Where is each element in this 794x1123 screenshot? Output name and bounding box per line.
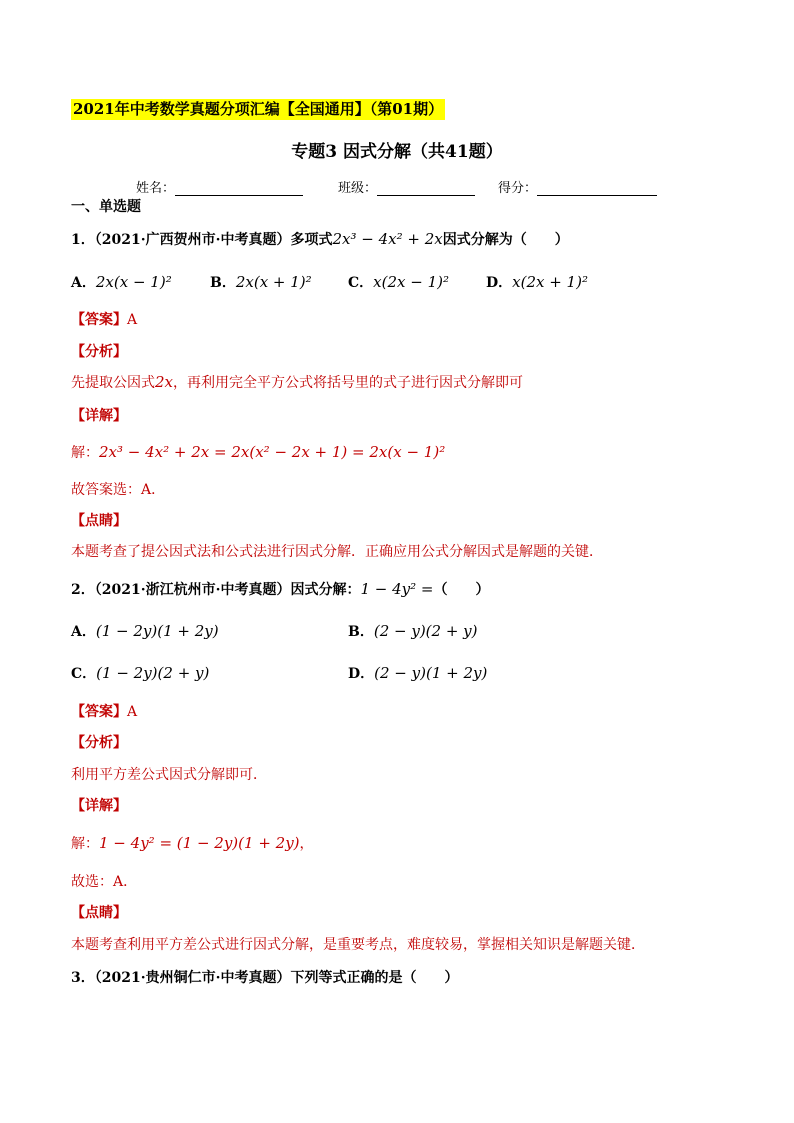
q1-option-a[interactable] [71, 272, 172, 292]
q2-stem-suffix: （ ） [433, 582, 490, 598]
q2-comment-label: 【点睛】 [71, 905, 127, 921]
q2-stem-prefix: 2．（2021·浙江杭州市·中考真题）因式分解： [71, 582, 361, 598]
score-label: 得分： [498, 181, 538, 196]
class-blank[interactable] [377, 182, 475, 196]
q2-option-d-math: (2 − y)(1 + 2y) [374, 664, 488, 682]
q2-option-b-math: (2 − y)(2 + y) [373, 622, 478, 640]
q2-option-d-label: D． [348, 666, 375, 682]
class-label: 班级： [338, 181, 378, 196]
q2-comment: 本题考查利用平方差公式进行因式分解，是重要考点，难度较易，掌握相关知识是解题关键． [71, 937, 645, 953]
q1-detail-label: 【详解】 [71, 408, 127, 424]
q2-option-c-math: (1 − 2y)(2 + y) [96, 664, 210, 682]
q1-option-a-label: A． [71, 275, 96, 291]
q1-stem-math: 2x³ − 4x² + 2x [332, 230, 443, 248]
q2-stem-math: 1 − 4y² = [360, 580, 434, 598]
q1-analysis-math: 2x [155, 373, 174, 391]
q1-option-c[interactable] [348, 272, 449, 292]
q2-analysis: 利用平方差公式因式分解即可． [71, 767, 267, 783]
q1-option-b[interactable] [210, 272, 312, 292]
q1-stem-suffix: 因式分解为（ ） [442, 232, 569, 248]
score-field [498, 177, 657, 196]
q1-analysis-post: ，再利用完全平方公式将括号里的式子进行因式分解即可 [173, 375, 524, 391]
q2-detail [71, 833, 314, 853]
q1-option-c-math: x(2x − 1)² [373, 273, 449, 291]
q1-comment-label: 【点睛】 [71, 513, 127, 529]
q1-option-d[interactable] [486, 272, 588, 292]
name-label: 姓名： [136, 181, 176, 196]
q2-option-c[interactable] [71, 663, 209, 683]
q2-detail-tail: ， [299, 836, 314, 852]
q1-option-d-math: x(2x + 1)² [512, 273, 588, 291]
q2-option-a-math: (1 − 2y)(1 + 2y) [95, 622, 219, 640]
q1-solve-label: 解： [71, 445, 99, 461]
q2-detail-label: 【详解】 [71, 798, 127, 814]
q1-option-b-label: B． [210, 275, 236, 291]
class-field [338, 177, 475, 196]
q1-option-a-math: 2x(x − 1)² [95, 273, 172, 291]
q1-analysis-label: 【分析】 [71, 344, 127, 360]
q2-option-c-label: C． [71, 666, 97, 682]
series-banner: 2021年中考数学真题分项汇编【全国通用】（第01期） [73, 100, 444, 118]
section-heading: 一、单选题 [71, 199, 141, 215]
q2-option-a-label: A． [71, 624, 96, 640]
q2-detail-math: 1 − 4y² = (1 − 2y)(1 + 2y) [99, 834, 300, 852]
q1-answer-label: 【答案】 [71, 312, 127, 328]
q2-answer [71, 701, 137, 721]
score-blank[interactable] [537, 182, 657, 196]
q2-option-b[interactable] [348, 621, 478, 641]
question-3-stem: 3．（2021·贵州铜仁市·中考真题）下列等式正确的是（ ） [71, 970, 459, 986]
q1-comment: 本题考查了提公因式法和公式法进行因式分解．正确应用公式分解因式是解题的关键． [71, 544, 603, 560]
q1-answer [71, 309, 137, 329]
q2-option-b-label: B． [348, 624, 374, 640]
q1-option-d-label: D． [486, 275, 513, 291]
q2-option-d[interactable] [348, 663, 487, 683]
page-title: 专题3 因式分解（共41题） [291, 142, 503, 162]
q1-detail-math: 2x³ − 4x² + 2x = 2x(x² − 2x + 1) = 2x(x − 1)² [99, 443, 446, 461]
question-2-stem [71, 579, 489, 599]
question-1-stem [71, 229, 569, 249]
q1-answer-value: A [127, 312, 138, 328]
q2-conclusion: 故选：A． [71, 874, 138, 890]
q2-answer-value: A [127, 704, 138, 720]
q1-stem-prefix: 1．（2021·广西贺州市·中考真题）多项式 [71, 232, 333, 248]
name-field [136, 177, 303, 196]
name-blank[interactable] [175, 182, 303, 196]
q1-option-c-label: C． [348, 275, 374, 291]
q1-analysis-pre: 先提取公因式 [71, 375, 155, 391]
q2-option-a[interactable] [71, 621, 219, 641]
q1-detail [71, 442, 445, 462]
q2-answer-label: 【答案】 [71, 704, 127, 720]
q1-analysis [71, 372, 523, 392]
q1-option-b-math: 2x(x + 1)² [235, 273, 312, 291]
q2-solve-label: 解： [71, 836, 99, 852]
q1-conclusion: 故答案选：A． [71, 482, 166, 498]
q2-analysis-label: 【分析】 [71, 735, 127, 751]
